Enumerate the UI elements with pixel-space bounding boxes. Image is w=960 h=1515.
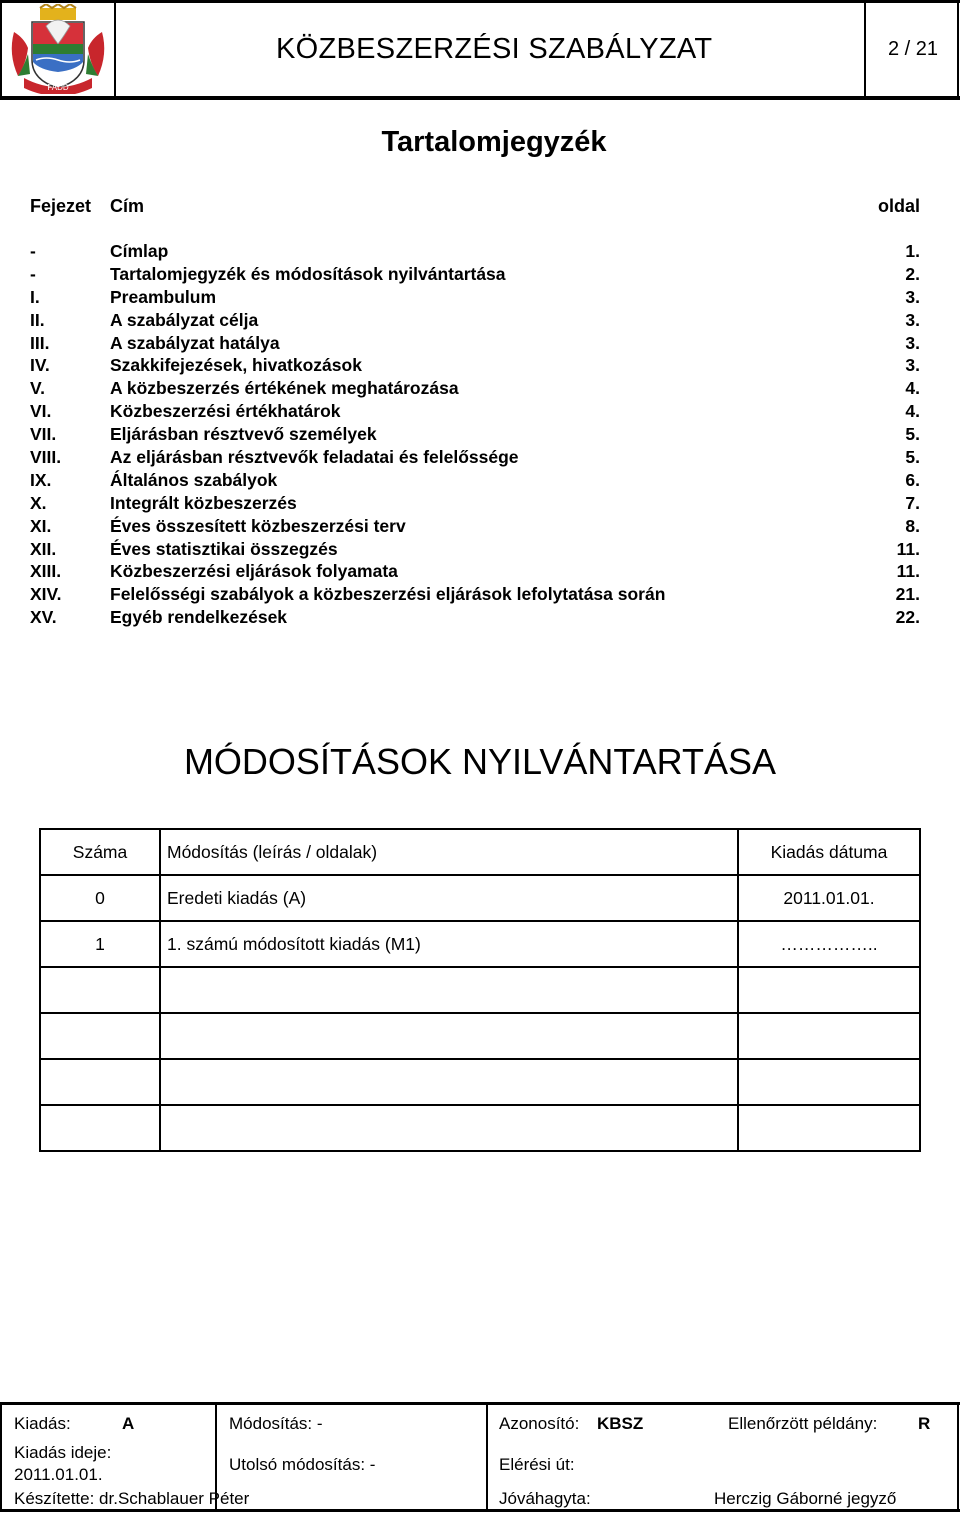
toc-row-page: 5. (905, 424, 920, 445)
row-date: …………….. (738, 921, 920, 967)
logo-ribbon-text: FADD (47, 83, 69, 92)
row-date (738, 967, 920, 1013)
footer-azonosito-label: Azonosító: (499, 1414, 580, 1433)
toc-row-label: Közbeszerzési eljárások folyamata (110, 561, 398, 582)
toc-row (30, 401, 920, 424)
toc-row-number: VIII. (30, 447, 62, 468)
footer-left-border (0, 1402, 2, 1512)
toc-row (30, 310, 920, 333)
toc-row-number: - (30, 263, 36, 284)
toc-row-number: X. (30, 492, 47, 513)
header-separator-right (864, 0, 866, 97)
footer-ellenorzott-label: Ellenőrzött példány: (728, 1414, 878, 1433)
toc-row (30, 424, 920, 447)
footer-utolso-modositas: Utolsó módosítás: - (229, 1455, 376, 1474)
footer-kiadas-ideje-label: Kiadás ideje: (14, 1443, 112, 1462)
row-description: Eredeti kiadás (A) (160, 875, 738, 921)
footer-modositas: Módosítás: - (229, 1414, 323, 1433)
toc-row-page: 3. (905, 309, 920, 330)
row-number (40, 1013, 160, 1059)
toc-row-page: 7. (905, 492, 920, 513)
header-right-border (957, 0, 959, 97)
toc-row-page: 4. (905, 378, 920, 399)
table-row (40, 1105, 920, 1151)
footer-separator-2 (486, 1402, 488, 1512)
toc-row-number: VI. (30, 401, 52, 422)
toc-row-page: 2. (905, 263, 920, 284)
toc-row (30, 264, 920, 287)
page-footer (0, 1402, 960, 1512)
modifications-header-row (40, 829, 920, 875)
row-number (40, 1059, 160, 1105)
toc-row (30, 607, 920, 630)
row-description: 1. számú módosított kiadás (M1) (160, 921, 738, 967)
toc-row-number: XV. (30, 607, 57, 628)
toc-row (30, 470, 920, 493)
table-row (40, 1013, 920, 1059)
toc-row (30, 287, 920, 310)
row-description (160, 1013, 738, 1059)
row-number (40, 1105, 160, 1151)
toc-row-number: XIV. (30, 584, 62, 605)
row-date: 2011.01.01. (738, 875, 920, 921)
modifications-title: MÓDOSÍTÁSOK NYILVÁNTARTÁSA (183, 741, 777, 782)
toc-row-page: 3. (905, 355, 920, 376)
page-number: 2 / 21 (888, 38, 939, 60)
table-row (40, 921, 920, 967)
page-header (0, 0, 960, 101)
toc-row (30, 493, 920, 516)
footer-jovahagyta-value: Herczig Gáborné jegyző (714, 1489, 897, 1508)
toc-row-number: XIII. (30, 561, 62, 582)
toc-list (30, 241, 920, 630)
toc-row-page: 3. (905, 286, 920, 307)
toc-row (30, 561, 920, 584)
toc-col-chapter: Fejezet (30, 196, 92, 216)
table-row (40, 1059, 920, 1105)
coat-of-arms-logo (6, 4, 110, 94)
row-description (160, 1105, 738, 1151)
col-date-header: Kiadás dátuma (738, 829, 920, 875)
toc-row-label: Éves összesített közbeszerzési terv (110, 515, 406, 536)
toc-row (30, 584, 920, 607)
footer-kiadas-ideje-value: 2011.01.01. (14, 1465, 103, 1484)
header-top-rule (0, 0, 960, 3)
toc-row-page: 21. (895, 584, 920, 605)
modifications-table (39, 828, 921, 1152)
toc-row-label: A szabályzat célja (110, 309, 259, 330)
footer-eleresi-ut: Elérési út: (499, 1455, 575, 1474)
footer-keszitette: Készítette: dr.Schablauer Péter (14, 1489, 250, 1508)
footer-kiadas-label: Kiadás: (14, 1414, 71, 1433)
toc-row-label: Közbeszerzési értékhatárok (110, 401, 341, 422)
table-row (40, 875, 920, 921)
toc-header-row (30, 196, 920, 220)
footer-bottom-rule (0, 1509, 960, 1512)
toc-row-page: 1. (905, 241, 920, 261)
toc-row-label: Az eljárásban résztvevők feladatai és felelőssége (110, 447, 519, 468)
toc-row-number: XII. (30, 538, 57, 559)
document-title: KÖZBESZERZÉSI SZABÁLYZAT (276, 33, 713, 65)
toc-row-number: V. (30, 378, 45, 399)
toc-row-page: 6. (905, 469, 920, 490)
toc-row-label: Címlap (110, 241, 169, 261)
header-left-border (0, 0, 2, 97)
toc-row-page: 8. (905, 515, 920, 536)
toc-row-number: I. (30, 286, 40, 307)
row-number: 1 (40, 921, 160, 967)
toc-row-page: 11. (896, 561, 920, 582)
col-description-header: Módosítás (leírás / oldalak) (160, 829, 738, 875)
toc-row-label: Egyéb rendelkezések (110, 607, 288, 628)
toc-row-number: II. (30, 309, 45, 330)
toc-row-label: Integrált közbeszerzés (110, 492, 297, 513)
toc-row-number: IX. (30, 469, 52, 490)
header-separator-left (114, 0, 116, 97)
toc-row-number: III. (30, 332, 50, 353)
toc-row-number: VII. (30, 424, 57, 445)
toc-row (30, 241, 920, 264)
toc-row (30, 447, 920, 470)
footer-kiadas-value: A (122, 1414, 135, 1433)
footer-azonosito-value: KBSZ (597, 1414, 644, 1433)
toc-row (30, 355, 920, 378)
toc-row (30, 539, 920, 562)
row-date (738, 1059, 920, 1105)
row-number (40, 967, 160, 1013)
toc-row (30, 333, 920, 356)
table-row (40, 967, 920, 1013)
footer-top-rule (0, 1402, 960, 1405)
col-number-header: Száma (40, 829, 160, 875)
toc-row-label: A szabályzat hatálya (110, 332, 280, 353)
toc-row-page: 5. (905, 447, 920, 468)
footer-right-border (957, 1402, 959, 1512)
toc-row-label: Éves statisztikai összegzés (110, 538, 338, 559)
toc-row-label: Felelősségi szabályok a közbeszerzési eljárások lefolytatása során (110, 584, 666, 605)
toc-row-label: Szakkifejezések, hivatkozások (110, 355, 362, 376)
toc-row-number: IV. (30, 355, 50, 376)
toc-row (30, 516, 920, 539)
toc-row-number: - (30, 241, 36, 261)
toc-col-title: Cím (110, 196, 145, 216)
row-description (160, 967, 738, 1013)
toc-col-page: oldal (877, 196, 920, 216)
toc-row-page: 11. (896, 538, 920, 559)
toc-row (30, 378, 920, 401)
footer-jovahagyta-label: Jóváhagyta: (499, 1489, 591, 1508)
toc-row-number: XI. (30, 515, 52, 536)
header-bottom-rule (0, 96, 960, 100)
toc-row-label: Tartalomjegyzék és módosítások nyilvántartása (110, 263, 506, 284)
row-description (160, 1059, 738, 1105)
footer-ellenorzott-value: R (918, 1414, 931, 1433)
toc-row-label: Eljárásban résztvevő személyek (110, 424, 377, 445)
row-number: 0 (40, 875, 160, 921)
toc-row-label: Általános szabályok (110, 469, 278, 490)
row-date (738, 1105, 920, 1151)
toc-row-label: A közbeszerzés értékének meghatározása (110, 378, 459, 399)
toc-row-page: 3. (905, 332, 920, 353)
toc-row-label: Preambulum (110, 286, 216, 307)
toc-row-page: 4. (905, 401, 920, 422)
row-date (738, 1013, 920, 1059)
toc-row-page: 22. (895, 607, 920, 628)
toc-title: Tartalomjegyzék (381, 126, 607, 158)
